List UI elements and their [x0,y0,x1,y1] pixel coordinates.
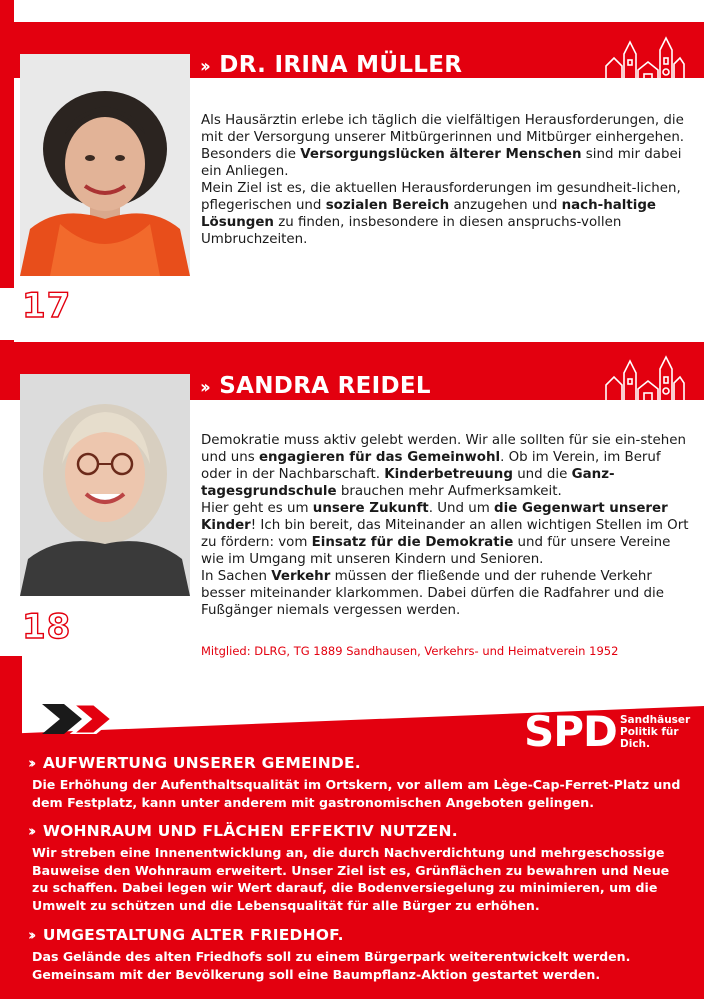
spd-tagline [620,714,690,750]
chevron-right-icon: ›› [200,56,207,77]
program-section-1 [28,754,688,811]
membership-text: Mitglied: DLRG, TG 1889 Sandhausen, Verkehrs- und Heimatverein 1952 [201,644,619,658]
section-title: UMGESTALTUNG ALTER FRIEDHOF. [42,926,344,944]
candidate-2-header [200,373,431,399]
left-edge-stripe-3 [0,656,22,746]
town-skyline-icon [604,36,686,92]
candidate-profession: Ärztin [272,84,310,97]
left-edge-stripe-2 [0,340,14,400]
candidate-2-photo [20,374,190,596]
chevron-right-icon: ›› [28,822,33,840]
section-text: Die Erhöhung der Aufenthaltsqualität im Ortskern, vor allem am Lège-Cap-Ferret-Platz und dem Festplatz, kann unter anderem mit gastronomischen Angeboten gelingen. [32,777,681,810]
tagline-line: Sandhäuser [620,714,691,726]
candidate-age: 58 Jahre [201,84,253,97]
candidate-1-header [200,52,462,78]
chevron-right-icon: ›› [28,754,33,772]
program-section-2 [28,822,688,914]
candidate-1-subtitle [201,84,309,97]
separator: | [260,84,265,97]
candidate-age: 51 Jahre [201,406,253,419]
section-title: WOHNRAUM UND FLÄCHEN EFFEKTIV NUTZEN. [42,822,458,840]
tagline-line: Dich. [620,738,651,750]
bio-text: Demokratie muss aktiv gelebt werden. Wir alle sollten für sie ein-stehen und uns engagieren für das Gemeinwohl. Ob im Verein, im Beruf oder in der Nachbarschaft. Kinderbetreuung und die Ganz-tagesgrundschule brauchen mehr Aufmerksamkeit. Hier geht es um unsere Zukunft. Und um die Gegenwart unserer Kinder! Ich bin bereit, das Miteinander an allen wichtigen Stellen im Ort zu fördern: vom Einsatz für die Demokratie und für unsere Vereine wie im Umgang mit unseren Kindern und Senioren. In Sachen Verkehr müssen der fließende und der ruhende Verkehr besser miteinander klarkommen. Dabei dürfen die Radfahrer und die Fußgänger niemals vergessen werden. [201,433,689,618]
candidate-2-bio [201,432,689,619]
town-skyline-icon [604,355,686,411]
spd-logo: SPD [524,707,617,756]
candidate-name: SANDRA REIDEL [219,373,431,399]
candidate-1-photo [20,54,190,276]
list-number: 18 [22,607,72,647]
bio-text: Als Hausärztin erlebe ich täglich die vielfältigen Herausforderungen, die mit der Versorgung unserer Mitbürgerinnen und Mitbürger einhergehen. Besonders die Versorgungslücken älterer Menschen sind mir dabei ein Anliegen. Mein Ziel ist es, die aktuellen Herausforderungen im gesundheit-lichen, pflegerischen und sozialen Bereich anzugehen und nach-haltige Lösungen zu finden, insbesondere in diesen anspruchs-vollen Umbruchzeiten. [201,113,685,247]
left-edge-stripe [0,0,14,288]
section-text: Wir streben eine Innenentwicklung an, die durch Nachverdichtung und mehrgeschossige Bauweise den Wohnraum erweitert. Unser Ziel ist es, Grünflächen zu bewahren und Neue zu schaffen. Dabei legen wir Wert darauf, die Bodenversiegelung zu minimieren, um die Umwelt zu schützen und die Lebensqualität für alle Bürger zu erhöhen. [32,845,670,913]
program-section-3 [28,926,688,983]
double-chevron-icon [42,704,120,734]
chevron-right-icon: ›› [200,377,207,398]
section-title: AUFWERTUNG UNSERER GEMEINDE. [42,754,361,772]
list-number: 17 [22,286,72,326]
tagline-line: Politik für [620,726,679,738]
candidate-profession: Sozialpädagogin in der Jugendhilfe [274,406,491,419]
candidate-1-bio [201,112,689,248]
chevron-right-icon: ›› [28,926,33,944]
section-text: Das Gelände des alten Friedhofs soll zu einem Bürgerpark weiterentwickelt werden. Gemeinsam mit der Bevölkerung soll eine Baumpflanz-Aktion gestartet werden. [32,949,631,982]
separator: | [260,406,265,419]
candidate-2-subtitle [201,406,491,419]
candidate-name: DR. IRINA MÜLLER [219,52,463,78]
